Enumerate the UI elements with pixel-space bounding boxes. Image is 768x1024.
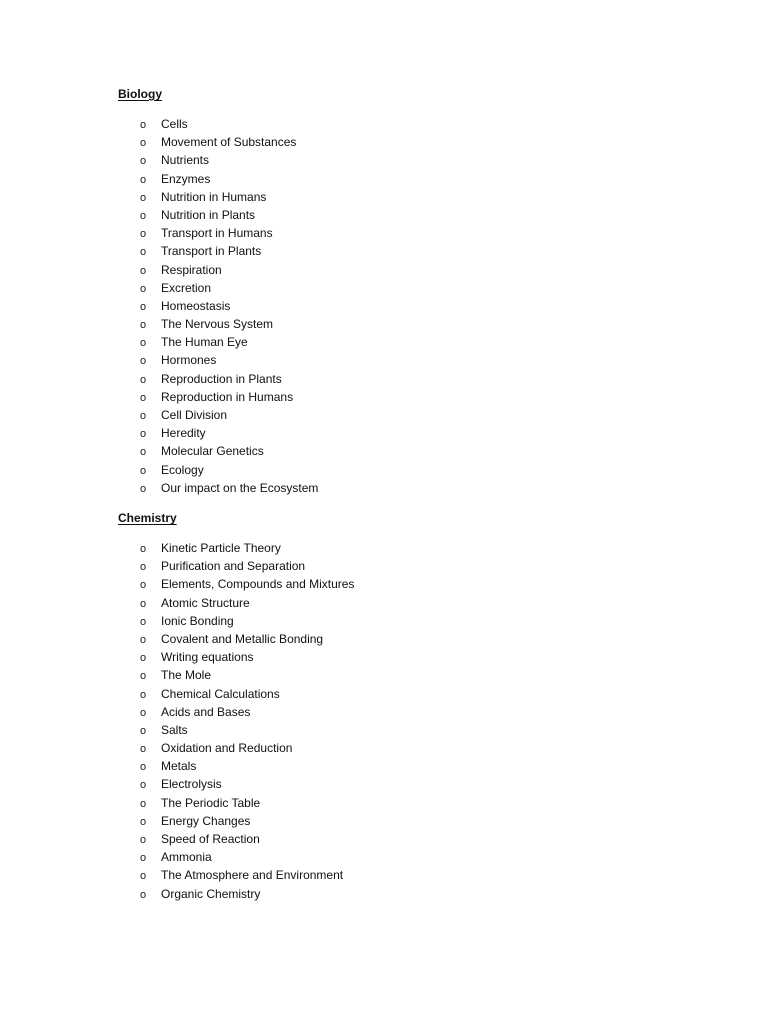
bullet-icon: o [140,779,147,792]
list-item-label: Reproduction in Humans [161,389,294,404]
list-item [140,424,318,442]
list-item [140,297,318,315]
bullet-icon: o [140,834,147,846]
bullet-icon: o [140,410,147,422]
bullet-icon: o [140,670,147,683]
bullet-icon: o [140,688,147,701]
bullet-icon: o [140,633,147,646]
bullet-icon: o [140,191,147,204]
list-item-label: Cells [161,117,188,131]
bullet-icon: o [140,482,147,495]
bullet-icon: o [140,137,147,150]
bullet-icon: o [140,300,147,313]
list-item-label: Hormones [161,353,217,368]
list-item-label: Movement of Substances [161,135,297,150]
bullet-icon: o [140,761,147,774]
list-item [140,812,354,830]
list-item [140,388,318,406]
list-item-label: Transport in Plants [161,244,262,259]
bullet-icon: o [140,579,147,592]
bullet-icon: o [140,543,147,555]
bullet-icon: o [140,561,147,574]
bullet-icon: o [140,264,147,277]
bullet-icon: o [140,797,147,810]
bullet-icon: o [140,209,147,222]
list-item-label: Writing equations [161,650,254,665]
bullet-icon: o [140,282,147,295]
bullet-icon: o [140,373,147,386]
list-item-label: Kinetic Particle Theory [161,541,281,555]
bullet-icon: o [140,337,147,350]
list-item [140,539,354,557]
list-item-label: Energy Changes [161,813,251,828]
bullet-icon: o [140,652,147,665]
list-item-label: Excretion [161,280,212,295]
bullet-icon: o [140,319,147,332]
bullet-icon: o [140,870,147,883]
list-item-label: Nutrition in Humans [161,189,267,204]
bullet-icon: o [140,597,147,610]
list-item-label: Organic Chemistry [161,886,261,901]
list-item-label: Heredity [161,426,206,441]
bullet-icon: o [140,391,147,404]
list-item [140,115,318,133]
list-item [140,224,318,242]
list-item-label: The Periodic Table [161,795,261,810]
bullet-icon: o [140,173,147,186]
list-item [140,575,354,593]
list-item [140,261,318,279]
list-item [140,442,318,460]
bullet-icon: o [140,464,147,477]
bullet-icon: o [140,724,147,737]
list-item [140,315,318,333]
list-item-label: Oxidation and Reduction [161,741,293,756]
bullet-icon: o [140,852,147,865]
list-item-label: Purification and Separation [161,559,306,574]
list-item-label: Molecular Genetics [161,444,264,459]
list-item-label: Acids and Bases [161,704,251,719]
list-item-label: Salts [161,722,188,737]
list-item [140,612,354,630]
list-item [140,703,354,721]
list-item [140,666,354,684]
section-biology [118,87,718,495]
bullet-icon: o [140,615,147,628]
list-item [140,557,354,575]
list-item [140,775,354,793]
bullet-icon: o [140,355,147,368]
section-heading-biology: Biology [118,87,162,101]
topic-list-chemistry [140,539,354,903]
list-item-label: Ammonia [161,850,212,865]
list-item-label: The Human Eye [161,335,248,350]
list-item-label: Speed of Reaction [161,832,260,846]
list-item-label: Cell Division [161,408,228,422]
list-item [140,188,318,206]
section-chemistry [118,511,718,901]
list-item-label: Nutrition in Plants [161,207,256,222]
bullet-icon: o [140,119,147,131]
list-item-label: The Atmosphere and Environment [161,868,344,883]
list-item-label: The Nervous System [161,317,274,332]
list-item [140,885,354,903]
list-item-label: Covalent and Metallic Bonding [161,631,324,646]
list-item-label: Atomic Structure [161,595,250,610]
list-item [140,242,318,260]
bullet-icon: o [140,743,147,756]
list-item [140,794,354,812]
list-item [140,461,318,479]
bullet-icon: o [140,155,147,168]
list-item [140,757,354,775]
bullet-icon: o [140,228,147,241]
list-item-label: Transport in Humans [161,226,273,241]
list-item-label: Electrolysis [161,777,222,792]
list-item [140,685,354,703]
list-item [140,351,318,369]
list-item-label: The Mole [161,668,212,683]
list-item [140,648,354,666]
list-item-label: Our impact on the Ecosystem [161,480,319,495]
bullet-icon: o [140,428,147,441]
list-item [140,151,318,169]
bullet-icon: o [140,446,147,459]
list-item [140,630,354,648]
list-item-label: Respiration [161,262,222,277]
topic-list-biology [140,115,318,497]
list-item-label: Elements, Compounds and Mixtures [161,577,355,592]
list-item [140,370,318,388]
list-item [140,594,354,612]
list-item-label: Chemical Calculations [161,686,280,701]
bullet-icon: o [140,815,147,828]
list-item [140,279,318,297]
list-item-label: Homeostasis [161,298,231,313]
list-item [140,866,354,884]
list-item-label: Reproduction in Plants [161,371,282,386]
list-item [140,133,318,151]
bullet-icon: o [140,246,147,259]
list-item [140,848,354,866]
list-item-label: Enzymes [161,171,211,186]
list-item-label: Ionic Bonding [161,613,234,628]
list-item-label: Metals [161,759,197,774]
list-item-label: Nutrients [161,153,210,168]
list-item [140,170,318,188]
list-item [140,721,354,739]
bullet-icon: o [140,888,147,901]
section-heading-chemistry: Chemistry [118,511,177,525]
list-item-label: Ecology [161,462,204,477]
list-item [140,479,318,497]
list-item [140,739,354,757]
list-item [140,406,318,424]
list-item [140,830,354,848]
bullet-icon: o [140,706,147,719]
list-item [140,333,318,351]
list-item [140,206,318,224]
